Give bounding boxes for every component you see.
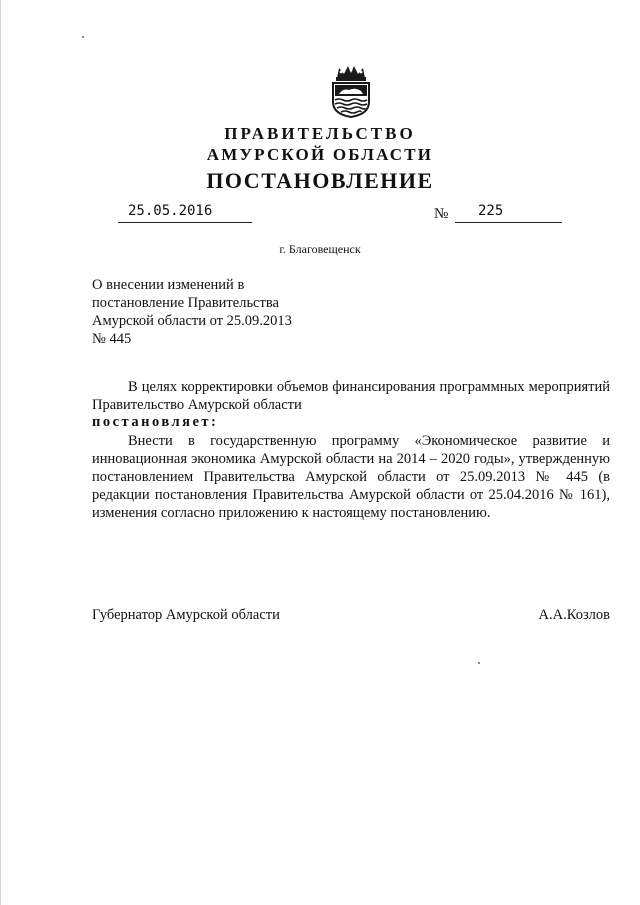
issuer-title: ПРАВИТЕЛЬСТВО <box>224 124 416 143</box>
issue-city: г. Благовещенск <box>279 242 361 256</box>
issuer-region: АМУРСКОЙ ОБЛАСТИ <box>206 145 434 164</box>
subject-line: постановление Правительства <box>92 295 279 311</box>
document-subject <box>92 276 352 348</box>
preamble-paragraph: В целях корректировки объемов финансирования программных мероприятий Правительство Амурской области <box>92 379 610 413</box>
decree-paragraph: Внести в государственную программу «Экономическое развитие и инновационная экономика Амурской области на 2014 – 2020 годы», утвержденную постановлением Правительства Амурской области от 25.09.2013 № 445 (в редакции постановления Правительства Амурской области от 25.04.2016 № 161), изменения согласно приложению к настоящему постановлению. <box>92 433 610 521</box>
resolves-word: постановляет: <box>92 414 219 430</box>
document-number: 225 <box>478 203 504 219</box>
signatory-position: Губернатор Амурской области <box>92 607 280 623</box>
number-sign: № <box>434 206 449 222</box>
subject-line: О внесении изменений в <box>92 277 245 293</box>
number-underline <box>455 222 562 223</box>
subject-line: № 445 <box>92 331 132 347</box>
subject-line: Амурской области от 25.09.2013 <box>92 313 292 329</box>
document-type: ПОСТАНОВЛЕНИЕ <box>206 168 434 193</box>
scan-speck <box>478 662 480 664</box>
amur-region-coat-of-arms-icon <box>329 64 373 118</box>
document-date: 25.05.2016 <box>128 203 213 219</box>
signatory-name: А.А.Козлов <box>538 607 610 623</box>
date-underline <box>118 222 252 223</box>
scan-speck <box>82 36 84 38</box>
